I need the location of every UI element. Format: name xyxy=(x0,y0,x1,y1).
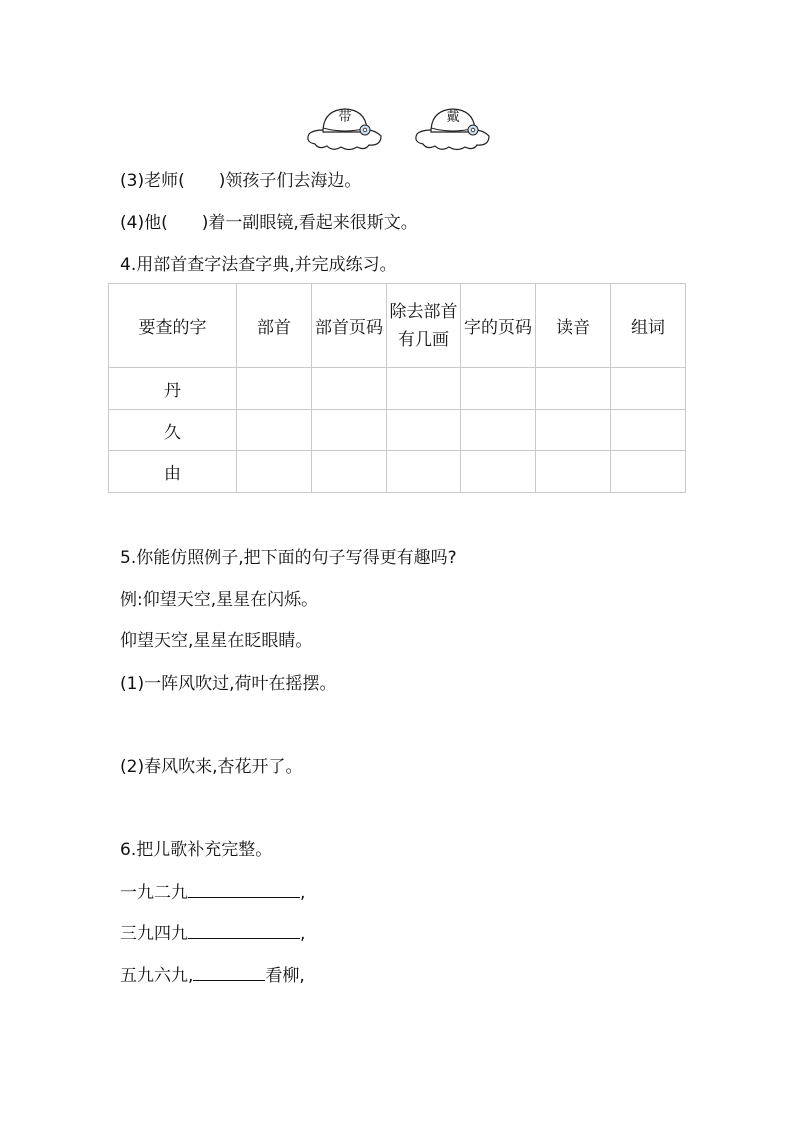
answer-cell[interactable] xyxy=(461,451,536,493)
answer-cell[interactable] xyxy=(312,368,387,410)
answer-cell[interactable] xyxy=(536,368,611,410)
header-cell: 部首页码 xyxy=(312,284,387,368)
answer-cell[interactable] xyxy=(237,368,312,410)
answer-cell[interactable] xyxy=(536,451,611,493)
lookup-char-cell: 久 xyxy=(109,410,237,451)
header-cell: 组词 xyxy=(611,284,686,368)
header-text-line: 有几画 xyxy=(398,329,449,350)
rhyme-text: 五九六九, xyxy=(120,966,194,986)
hat-char: 带 xyxy=(338,110,352,125)
answer-cell[interactable] xyxy=(237,410,312,451)
q5-item-2: (2)春风吹来,杏花开了。 xyxy=(120,757,303,777)
hat-char: 戴 xyxy=(446,110,460,125)
radical-lookup-table xyxy=(108,283,686,493)
lookup-char-cell: 由 xyxy=(109,451,237,493)
q5-item-1: (1)一阵风吹过,荷叶在摇摆。 xyxy=(120,674,337,694)
fill-blank[interactable] xyxy=(188,921,300,939)
hat-character-card-2 xyxy=(413,104,493,152)
answer-cell[interactable] xyxy=(536,410,611,451)
answer-cell[interactable] xyxy=(461,410,536,451)
lookup-char-cell: 丹 xyxy=(109,368,237,410)
answer-cell[interactable] xyxy=(237,451,312,493)
answer-cell[interactable] xyxy=(461,368,536,410)
header-cell: 字的页码 xyxy=(461,284,536,368)
answer-cell[interactable] xyxy=(387,410,461,451)
header-cell: 要查的字 xyxy=(109,284,237,368)
header-cell: 读音 xyxy=(536,284,611,368)
fill-blank[interactable] xyxy=(193,963,265,981)
rhyme-text: 一九二九 xyxy=(120,883,188,903)
table-row xyxy=(109,451,686,493)
hat-character-card-1 xyxy=(305,104,385,152)
answer-cell[interactable] xyxy=(611,451,686,493)
answer-cell[interactable] xyxy=(611,410,686,451)
rhyme-line-3 xyxy=(120,963,305,987)
header-text-line: 除去部首 xyxy=(389,301,458,322)
q6-title: 6.把儿歌补充完整。 xyxy=(120,840,273,860)
answer-cell[interactable] xyxy=(387,451,461,493)
table-header-row xyxy=(109,284,686,368)
q3-item-3: (3)老师( )领孩子们去海边。 xyxy=(120,171,362,191)
rhyme-text: , xyxy=(300,924,306,944)
answer-cell[interactable] xyxy=(312,451,387,493)
q3-item-4: (4)他( )着一副眼镜,看起来很斯文。 xyxy=(120,213,418,233)
answer-cell[interactable] xyxy=(387,368,461,410)
q5-example: 例:仰望天空,星星在闪烁。 xyxy=(120,590,319,610)
table-row xyxy=(109,368,686,410)
q4-title: 4.用部首查字法查字典,并完成练习。 xyxy=(120,255,397,275)
rhyme-line-1 xyxy=(120,880,305,904)
rhyme-text: , xyxy=(300,883,306,903)
rhyme-text: 看柳, xyxy=(265,966,305,986)
q5-example-answer: 仰望天空,星星在眨眼睛。 xyxy=(120,631,313,651)
header-cell xyxy=(387,284,461,368)
answer-cell[interactable] xyxy=(312,410,387,451)
fill-blank[interactable] xyxy=(188,880,300,898)
rhyme-text: 三九四九 xyxy=(120,924,188,944)
answer-cell[interactable] xyxy=(611,368,686,410)
header-cell: 部首 xyxy=(237,284,312,368)
rhyme-line-2 xyxy=(120,921,305,945)
q5-title: 5.你能仿照例子,把下面的句子写得更有趣吗? xyxy=(120,548,457,568)
table-row xyxy=(109,410,686,451)
